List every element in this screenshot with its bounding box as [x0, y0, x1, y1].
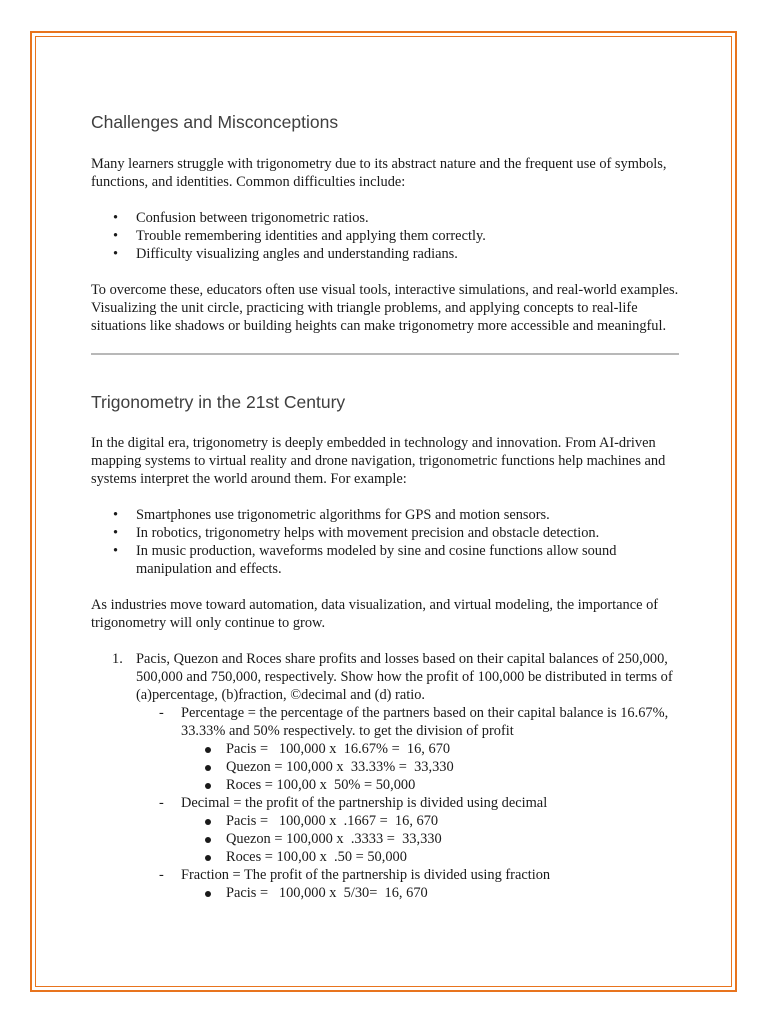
section-divider [91, 353, 679, 355]
list-item: Pacis = 100,000 x .1667 = 16, 670 [181, 812, 681, 830]
challenges-intro: Many learners struggle with trigonometry due to its abstract nature and the frequent use of symbols, functions, and identities. Common difficulties include: [91, 156, 667, 190]
decimal-method [136, 794, 681, 866]
percentage-label: Percentage = the percentage of the partners based on their capital balance is 16.67%, 33.33% and 50% respectively. to get the division of profit [181, 705, 669, 739]
list-item: Pacis = 100,000 x 16.67% = 16, 670 [181, 740, 681, 758]
percentage-method [136, 704, 681, 794]
dash-marker: - [159, 705, 164, 721]
dash-marker: - [159, 867, 164, 883]
heading-challenges: Challenges and Misconceptions [91, 112, 339, 132]
list-item: • In music production, waveforms modeled by sine and cosine functions allow sound manipulation and effects. [91, 542, 681, 578]
fraction-method [136, 866, 681, 902]
list-item: • Trouble remembering identities and applying them correctly. [91, 227, 681, 245]
problem-list [91, 650, 681, 902]
percentage-items [181, 740, 681, 794]
century-closing: As industries move toward automation, data visualization, and virtual modeling, the importance of trigonometry will only continue to grow. [91, 597, 659, 631]
fraction-label: Fraction = The profit of the partnership is divided using fraction [181, 867, 551, 883]
list-item: Roces = 100,00 x .50 = 50,000 [181, 848, 681, 866]
list-item: • In robotics, trigonometry helps with movement precision and obstacle detection. [91, 524, 681, 542]
dash-marker: - [159, 795, 164, 811]
decimal-label: Decimal = the profit of the partnership is divided using decimal [181, 795, 548, 811]
list-item: • Confusion between trigonometric ratios. [91, 209, 681, 227]
challenges-list [91, 209, 681, 263]
list-item: Quezon = 100,000 x .3333 = 33,330 [181, 830, 681, 848]
list-item: • Difficulty visualizing angles and understanding radians. [91, 245, 681, 263]
problem-item [91, 650, 681, 902]
document-body [91, 110, 681, 902]
fraction-items [181, 884, 681, 902]
century-intro: In the digital era, trigonometry is deeply embedded in technology and innovation. From AI-driven mapping systems to virtual reality and drone navigation, trigonometric functions help machines and systems interpret the world around them. For example: [91, 435, 666, 487]
problem-text: Pacis, Quezon and Roces share profits and losses based on their capital balances of 250,000, 500,000 and 750,000, respectively. Show how the profit of 100,000 be distributed in terms of (a)percentage, (b)fraction, ©decimal and (d) ratio. [136, 651, 673, 703]
century-list [91, 506, 681, 578]
list-item: Quezon = 100,000 x 33.33% = 33,330 [181, 758, 681, 776]
heading-21st-century: Trigonometry in the 21st Century [91, 392, 346, 412]
list-item: Roces = 100,00 x 50% = 50,000 [181, 776, 681, 794]
challenges-closing: To overcome these, educators often use visual tools, interactive simulations, and real-world examples. Visualizing the unit circle, practicing with triangle problems, and applying concepts to real-life situations like shadows or building heights can make trigonometry more accessible and meaningful. [91, 282, 679, 334]
list-item: Pacis = 100,000 x 5/30= 16, 670 [181, 884, 681, 902]
decimal-items [181, 812, 681, 866]
list-item: • Smartphones use trigonometric algorithms for GPS and motion sensors. [91, 506, 681, 524]
problem-number: 1. [112, 651, 123, 667]
